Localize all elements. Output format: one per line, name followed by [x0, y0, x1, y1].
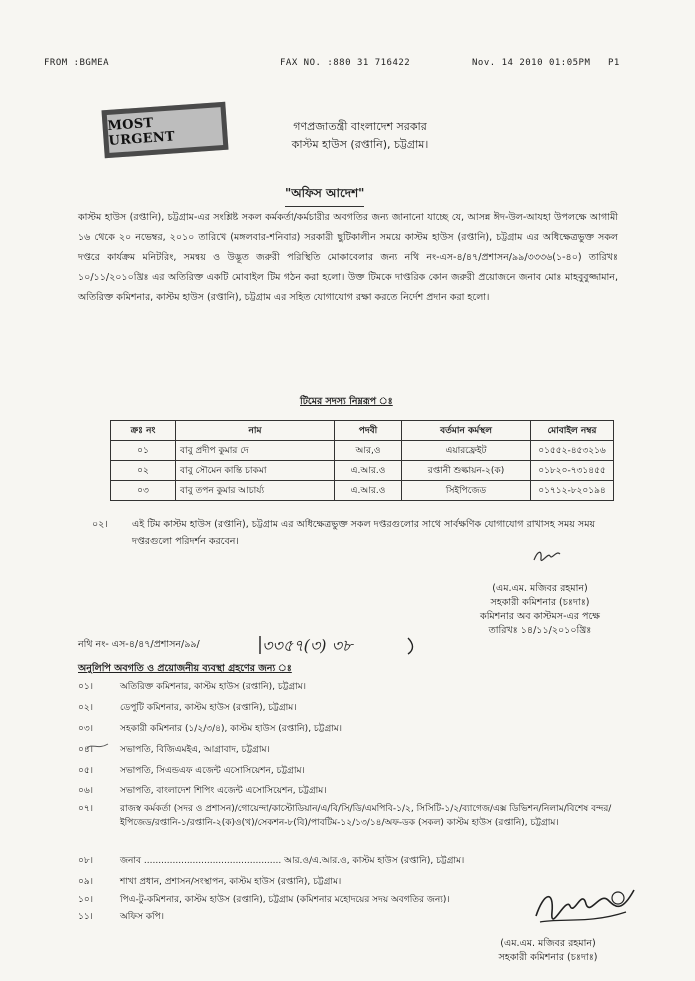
designation-cell: এ.আর.ও	[335, 461, 402, 481]
name-cell: বাবু সৌমেন কান্তি চাকমা	[176, 461, 335, 481]
handwritten-reference	[258, 632, 418, 658]
list-item: ০২। ডেপুটি কমিশনার, কাস্টম হাউস (রপ্তানি), চট্টগ্রাম।	[78, 703, 297, 713]
fax-from: FROM :BGMEA	[44, 58, 110, 68]
col-designation-header: পদবী	[335, 421, 402, 441]
designation-cell: আর,ও	[335, 441, 402, 461]
signature-block-1	[455, 582, 625, 638]
members-table	[110, 420, 614, 501]
list-item: ০১। অতিরিক্ত কমিশনার, কাস্টম হাউস (রপ্তানি), চট্টগ্রাম।	[78, 682, 306, 692]
members-heading: টিমের সদস্য নিম্নরূপ ঃ	[300, 396, 393, 407]
workplace-cell: সিইপিজেড	[402, 481, 531, 501]
signatory-name: (এম.এম. মজিবর রহমান)	[500, 938, 596, 949]
note-text: এই টিম কাস্টম হাউস (রপ্তানি), চট্টগ্রাম এর অধিক্ষেত্রভুক্ত সকল দপ্তরগুলোর সাথে সার্বক্ষণিক যোগাযোগ রাখাসহ সময় সময় দপ্তরগুলো পরিদর্শন করবেন।	[132, 519, 596, 547]
fax-header	[0, 58, 695, 74]
name-cell: বাবু প্রদীপ কুমার দে	[176, 441, 335, 461]
signature-initial-1	[532, 548, 562, 564]
table-row	[111, 461, 614, 481]
note-number: ০২।	[92, 519, 108, 530]
name-cell: বাবু তপন কুমার আচার্য্য	[176, 481, 335, 501]
signatory-on-behalf: কমিশনার অব কাস্টমস-এর পক্ষে	[480, 611, 600, 622]
serial-cell: ০১	[111, 441, 176, 461]
serial-cell: ০২	[111, 461, 176, 481]
fax-datetime: Nov. 14 2010 01:05PM	[472, 58, 591, 68]
col-mobile-header: মোবাইল নম্বর	[531, 421, 614, 441]
list-item: ০৭। রাজস্ব কর্মকর্তা (সদর ও প্রশাসন)/গোয়েন্দা/কাস্টোডিয়ান/এ/বি/সি/ডি/এমপিবি-১/২, সিসিটি-১/২/ব্যাগেজ/এক্স ডিভিশন/নিলাম/বিশেষ বন্দর/ইপিজেড/রপ্তানি-১/রপ্তানি-২(ক)ও(খ)/সেকশন-৮(বি)/পাবটিম-১২/১৩/১৪/অফ-ডক (সকল) কাস্টম হাউস (রপ্তানি), চট্টগ্রাম।	[78, 804, 612, 828]
list-item: ০৬। সভাপতি, বাংলাদেশ শিপিং এজেন্ট এসোসিয়েশন, চট্টগ্রাম।	[78, 786, 327, 796]
col-serial-header: ক্রঃ নং	[111, 421, 176, 441]
list-item: ০৪। সভাপতি, বিজিএমইএ, আগ্রাবাদ, চট্টগ্রাম।	[78, 745, 270, 755]
note-paragraph	[92, 516, 612, 550]
list-item: ০৯। শাখা প্রধান, প্রশাসন/সংস্থাপন, কাস্টম হাউস (রপ্তানি), চট্টগ্রাম।	[78, 877, 342, 887]
signature-2	[530, 882, 640, 930]
list-item: ১১। অফিস কপি।	[78, 912, 164, 922]
fax-page: P1	[608, 58, 620, 68]
list-item: ০৩। সহকারী কমিশনার (১/২/৩/৪), কাস্টম হাউস (রপ্তানি), চট্টগ্রাম।	[78, 724, 343, 734]
order-title: "অফিস আদেশ"	[285, 185, 364, 205]
pencil-mark	[86, 741, 110, 751]
col-name-header: নাম	[176, 421, 335, 441]
government-name: গণপ্রজাতন্ত্রী বাংলাদেশ সরকার	[293, 120, 427, 133]
government-header	[230, 118, 490, 154]
workplace-cell: রপ্তানী শুল্কায়ন-২(ক)	[402, 461, 531, 481]
office-name: কাস্টম হাউস (রপ্তানি), চট্টগ্রাম।	[291, 138, 429, 151]
signatory-title: সহকারী কমিশনার (চঃদাঃ)	[490, 597, 590, 608]
col-workplace-header: বর্তমান কর্মস্থল	[402, 421, 531, 441]
workplace-cell: এয়ারফ্রেইট	[402, 441, 531, 461]
table-header-row	[111, 421, 614, 441]
signatory-title: সহকারী কমিশনার (চঃদাঃ)	[498, 952, 598, 963]
mobile-cell: ০১৫৫২-৪৫৩২১৬	[531, 441, 614, 461]
reference-number: নথি নং- এস-৪/৪৭/প্রশাসন/৯৯/	[78, 639, 200, 650]
signature-block-2	[463, 937, 633, 965]
fax-number: FAX NO. :880 31 716422	[280, 58, 411, 68]
list-item: ০৮। জনাব ................................................ আর.ও/এ.আর.ও, কাস্টম হাউস (রপ্তানি), চট্টগ্রাম।	[78, 856, 465, 866]
serial-cell: ০৩	[111, 481, 176, 501]
mobile-cell: ০১৮২০-৭৩১৪৫৫	[531, 461, 614, 481]
list-item: ১০। পিএ-টু-কমিশনার, কাস্টম হাউস (রপ্তানি), চট্টগ্রাম (কমিশনার মহোদয়ের সদয় অবগতির জন্য)।	[78, 895, 450, 905]
list-item: ০৫। সভাপতি, সিএন্ডএফ এজেন্ট এসোসিয়েশন, চট্টগ্রাম।	[78, 766, 305, 776]
table-row	[111, 441, 614, 461]
designation-cell: এ.আর.ও	[335, 481, 402, 501]
table-row	[111, 481, 614, 501]
mobile-cell: ০১৭১২-৮২০১৯৪	[531, 481, 614, 501]
svg-text:৩৩৫৭(৩) ৩৮: ৩৩৫৭(৩) ৩৮	[262, 636, 353, 655]
order-body: কাস্টম হাউস (রপ্তানি), চট্টগ্রাম-এর সংশ্লিষ্ট সকল কর্মকর্তা/কর্মচারীর অবগতির জন্য জানানো যাচ্ছে যে, আসন্ন ঈদ-উল-আযহা উপলক্ষে আগামী ১৬ থেকে ২০ নভেম্বর, ২০১০ তারিখে (মঙ্গলবার-শনিবার) সরকারী ছুটিকালীন সময়ে কাস্টম হাউস (রপ্তানি), চট্টগ্রাম এর অধিক্ষেত্রভুক্ত সকল দপ্তরে কার্যক্রম মনিটরিং, সমন্বয় ও উদ্ভূত জরুরী পরিস্থিতি মোকাবেলার জন্য নথি নং-এস-৪/৪৭/প্রশাসন/৯৯/৩৩৩৬(১-৪০) তারিখঃ ১০/১১/২০১০খ্রিঃ এর অতিরিক্ত একটি মোবাইল টিম গঠন করা হলো। উক্ত টিমকে দাপ্তরিক কোন জরুরী প্রয়োজনে জনাব মোঃ মাহবুবুজ্জামান, অতিরিক্ত কমিশনার, কাস্টম হাউস (রপ্তানি), চট্টগ্রাম এর সহিত যোগাযোগ রক্ষা করতে নির্দেশ প্রদান করা হলো।	[78, 212, 618, 303]
signature-date: তারিখঃ ১৪/১১/২০১০খ্রিঃ	[488, 625, 592, 636]
copy-heading: অনুলিপি অবগতি ও প্রয়োজনীয় ব্যবস্থা গ্রহণের জন্য ঃ	[78, 663, 292, 674]
signatory-name: (এম.এম. মজিবর রহমান)	[492, 583, 588, 594]
most-urgent-stamp: MOST URGENT	[101, 102, 228, 159]
